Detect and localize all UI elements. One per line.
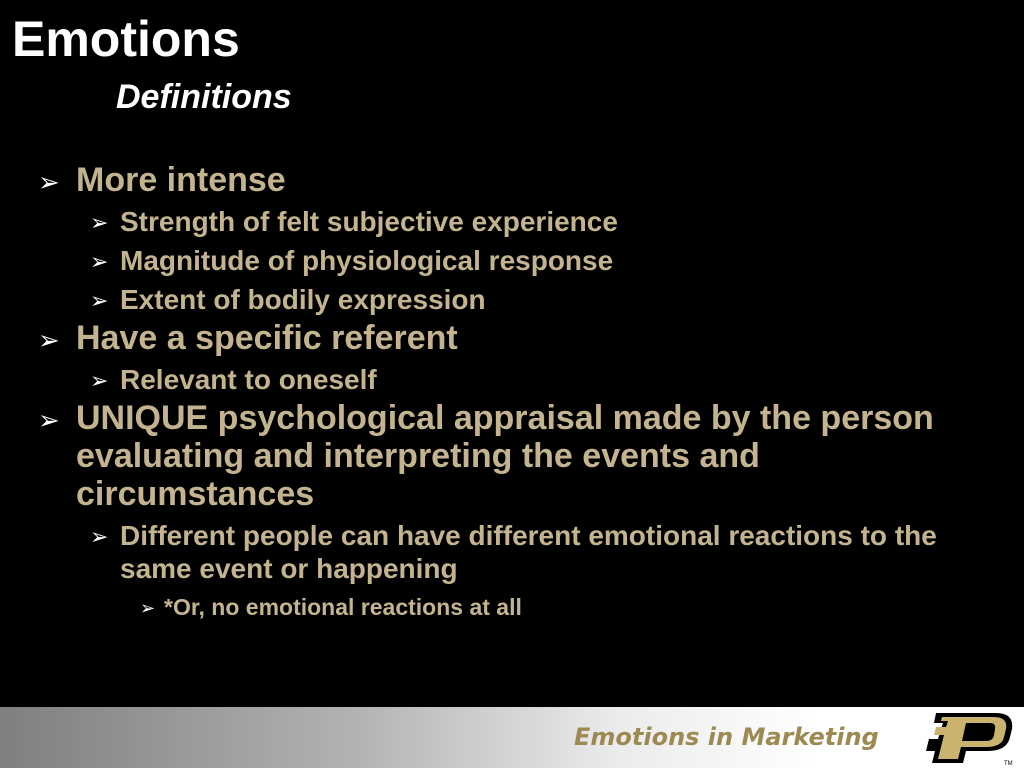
slide-subtitle: Definitions — [116, 78, 292, 116]
bullet-item — [38, 283, 978, 316]
logo-mark: TM — [1004, 761, 1013, 767]
bullet-text: Have a specific referent — [76, 319, 458, 357]
arrow-bullet-icon: ➢ — [90, 525, 109, 550]
bullet-text: UNIQUE psychological appraisal made by the person evaluating and interpreting the events and circumstances — [76, 399, 934, 513]
bullet-item — [38, 319, 978, 357]
arrow-bullet-icon: ➢ — [90, 211, 109, 236]
arrow-bullet-icon: ➢ — [90, 369, 109, 394]
bullet-item — [38, 244, 978, 277]
arrow-bullet-icon: ➢ — [38, 168, 60, 198]
bullet-text: Different people can have different emotional reactions to the same event or happening — [120, 520, 937, 584]
arrow-bullet-icon: ➢ — [38, 326, 60, 356]
arrow-bullet-icon: ➢ — [90, 289, 109, 314]
bullet-text: Relevant to oneself — [120, 364, 377, 395]
bullet-text: Extent of bodily expression — [120, 284, 486, 315]
bullet-text: Magnitude of physiological response — [120, 245, 614, 276]
arrow-bullet-icon: ➢ — [38, 406, 60, 436]
bullet-item — [38, 519, 978, 585]
bullet-item — [38, 161, 978, 199]
bullet-item — [38, 363, 978, 396]
bullet-item — [38, 205, 978, 238]
footer-title: Emotions in Marketing — [574, 723, 879, 751]
slide-title: Emotions — [12, 11, 240, 67]
bullet-text: *Or, no emotional reactions at all — [164, 594, 522, 620]
footer-bar — [0, 707, 1024, 768]
purdue-p-logo — [914, 709, 1018, 767]
bullet-item — [38, 593, 978, 621]
bullet-item — [38, 399, 978, 513]
arrow-bullet-icon: ➢ — [140, 598, 156, 619]
bullet-list — [38, 158, 978, 621]
arrow-bullet-icon: ➢ — [90, 250, 109, 275]
bullet-text: Strength of felt subjective experience — [120, 206, 618, 237]
bullet-text: More intense — [76, 161, 286, 199]
